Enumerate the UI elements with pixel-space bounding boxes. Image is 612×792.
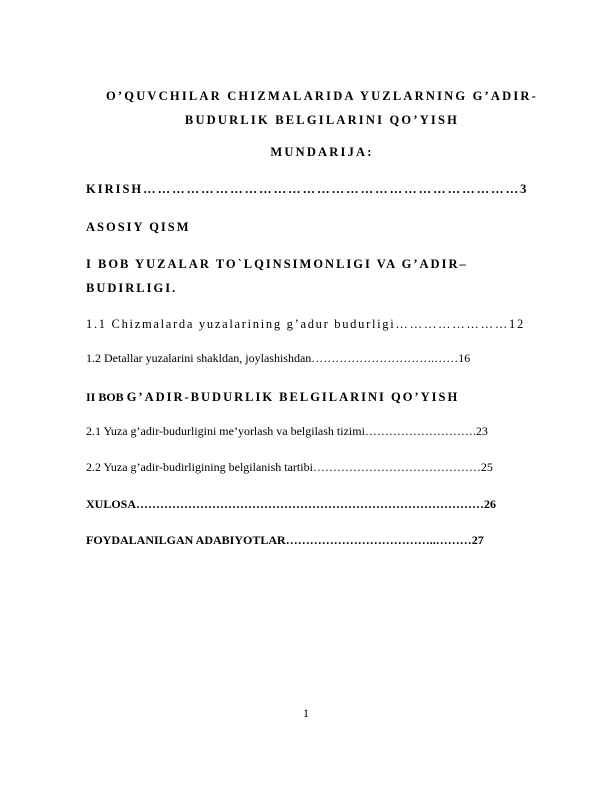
document-title-line-2: BUDURLIK BELGILARINI QO’YISH <box>184 113 460 127</box>
toc-entry-bob2 <box>86 388 564 406</box>
contents-heading: MUNDARIJA: <box>270 145 374 159</box>
toc-entry-asosiy-qism: ASOSIY QISM <box>86 220 191 234</box>
document-title-line-1: O’QUVCHILAR CHIZMALARIDA YUZLARNING G’ADIR- <box>106 89 538 103</box>
toc-entry-bob2-title: G’ADIR-BUDURLIK BELGILARINI QO’YISH <box>126 390 460 404</box>
toc-entry-foydalanilgan-adabiyotlar: FOYDALANILGAN ADABIYOTLAR………………………………..………27 <box>86 533 484 547</box>
toc-entry-bob1-line-1: I BOB YUZALAR TO`LQINSIMONLIGI VA G’ADIR– <box>86 257 468 271</box>
toc-entry-bob1-line-2: BUDIRLIGI. <box>86 281 178 295</box>
toc-entry-xulosa: XULOSA……………………………………………………………………………26 <box>86 497 497 511</box>
toc-entry-bob2-prefix: II BOB <box>86 390 127 404</box>
toc-entry-1-2: 1.2 Detallar yuzalarini shakldan, joylashishdan………………………….……16 <box>86 351 471 365</box>
toc-entry-kirish: KIRISH……………………………………………………………………3 <box>86 182 529 196</box>
toc-entry-2-1: 2.1 Yuza g’adir-budurligini me’yorlash va belgilash tizimi……………………….23 <box>86 424 488 438</box>
toc-entry-1-1: 1.1 Chizmalarda yuzalarining g’adur budurligi……………………12 <box>86 317 525 331</box>
toc-entry-2-2: 2.2 Yuza g’adir-budirligining belgilanish tartibi……………………………………25 <box>86 460 493 474</box>
page-number: 1 <box>303 706 309 720</box>
